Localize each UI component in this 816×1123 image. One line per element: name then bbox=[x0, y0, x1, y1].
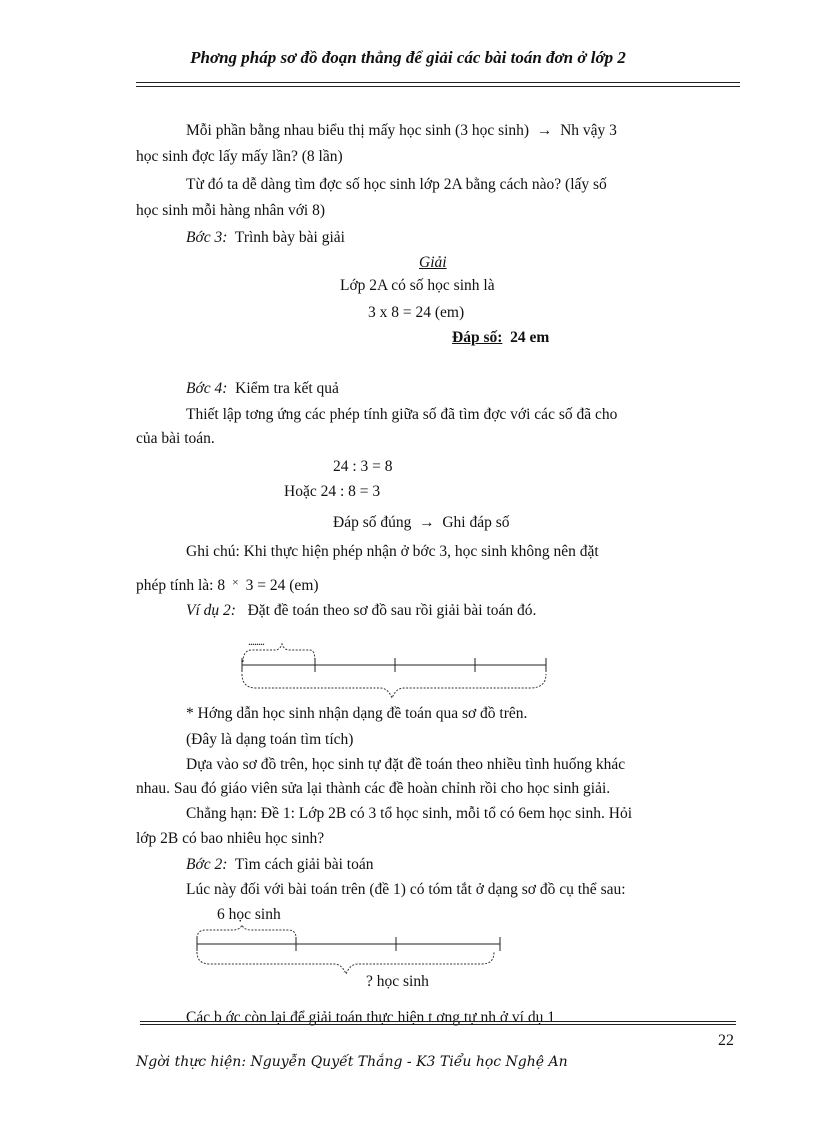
step-text: Trình bày bài giải bbox=[234, 229, 345, 246]
step-4-heading bbox=[186, 378, 339, 400]
paragraph-line: lớp 2B có bao nhiêu học sinh? bbox=[136, 830, 325, 847]
diagram-1-top-label: ........ bbox=[248, 634, 264, 648]
paragraph-line: Lúc này đối với bài toán trên (đề 1) có tóm tắt ở dạng sơ đồ cụ thể sau: bbox=[186, 881, 626, 898]
answer-line bbox=[452, 327, 549, 349]
example-label: Ví dụ 2: bbox=[186, 602, 236, 619]
paragraph-line: Các b ớc còn lại để giải toán thực hiện t ơng tự nh ở ví dụ 1 bbox=[186, 1009, 555, 1026]
step-label: Bớc 2: bbox=[186, 856, 228, 873]
top-brace bbox=[197, 925, 296, 938]
step-text: Kiểm tra kết quả bbox=[235, 380, 339, 397]
step-label: Bớc 3: bbox=[186, 229, 228, 246]
check-line: Hoặc 24 : 8 = 3 bbox=[284, 483, 381, 500]
diagram-2-bottom-label: ? học sinh bbox=[366, 973, 429, 990]
paragraph-line: nhau. Sau đó giáo viên sửa lại thành các đề hoàn chỉnh rồi cho học sinh giải. bbox=[136, 780, 611, 797]
diagram-2-top-label: 6 học sinh bbox=[217, 906, 281, 923]
solution-line: 3 x 8 = 24 (em) bbox=[368, 304, 465, 321]
bottom-brace bbox=[242, 674, 546, 698]
solution-line: Lớp 2A có số học sinh là bbox=[340, 277, 495, 294]
footer-author: Ngời thực hiện: Nguyễn Quyết Thắng - K3 Tiểu học Nghệ An bbox=[136, 1054, 568, 1070]
page-header-title: Phơng pháp sơ đồ đoạn thẳng để giải các bài toán đơn ở lớp 2 bbox=[190, 48, 626, 67]
step-label: Bớc 4: bbox=[186, 380, 228, 397]
paragraph-line: Từ đó ta dễ dàng tìm đợc số học sinh lớp 2A bằng cách nào? (lấy số bbox=[186, 176, 607, 193]
paragraph-line: Chẳng hạn: Đề 1: Lớp 2B có 3 tổ học sinh, mỗi tổ có 6em học sinh. Hỏi bbox=[186, 805, 633, 822]
paragraph-line: * Hớng dẫn học sinh nhận dạng đề toán qua sơ đồ trên. bbox=[186, 705, 528, 722]
paragraph-line: Dựa vào sơ đồ trên, học sinh tự đặt đề toán theo nhiều tình huống khác bbox=[186, 756, 626, 773]
example-2-heading bbox=[186, 600, 536, 622]
arrow-right-icon: → bbox=[415, 514, 439, 531]
header-rule-top bbox=[136, 82, 740, 83]
answer-value: 24 em bbox=[510, 329, 550, 346]
bottom-brace bbox=[197, 952, 494, 974]
segment-diagram-2 bbox=[188, 924, 518, 984]
paragraph-line: Mỗi phần bằng nhau biểu thị mấy học sinh (3 học sinh) → Nh vậy 3 bbox=[186, 122, 617, 139]
step-3-heading bbox=[186, 227, 345, 249]
paragraph-line: của bài toán. bbox=[136, 430, 215, 447]
step-2-heading bbox=[186, 854, 374, 876]
page-number: 22 bbox=[718, 1032, 734, 1049]
paragraph-line: (Đây là dạng toán tìm tích) bbox=[186, 731, 354, 748]
paragraph-line: học sinh đợc lấy mấy lần? (8 lần) bbox=[136, 148, 343, 165]
paragraph-line: học sinh mỗi hàng nhân với 8) bbox=[136, 202, 326, 219]
arrow-right-icon: → bbox=[532, 122, 557, 139]
solution-title: Giải bbox=[419, 254, 447, 271]
check-line: Đáp số đúng → Ghi đáp số bbox=[333, 514, 510, 531]
segment-diagram-1 bbox=[230, 636, 560, 706]
footer-rule-bottom bbox=[140, 1024, 736, 1025]
example-text: Đặt đề toán theo sơ đồ sau rồi giải bài toán đó. bbox=[247, 602, 537, 619]
note-line: Ghi chú: Khi thực hiện phép nhận ở bớc 3, học sinh không nên đặt bbox=[186, 543, 599, 560]
footer-rule-top bbox=[140, 1021, 736, 1022]
step-text: Tìm cách giải bài toán bbox=[234, 856, 374, 873]
top-brace bbox=[243, 644, 315, 662]
paragraph-line: Thiết lập tơng ứng các phép tính giữa số đã tìm đợc với các số đã cho bbox=[186, 406, 618, 423]
answer-label: Đáp số: bbox=[452, 329, 503, 346]
header-rule-bottom bbox=[136, 86, 740, 87]
note-line: phép tính là: 8 × 3 = 24 (em) bbox=[136, 575, 319, 594]
multiply-icon: × bbox=[229, 575, 242, 589]
check-line: 24 : 3 = 8 bbox=[333, 458, 393, 475]
